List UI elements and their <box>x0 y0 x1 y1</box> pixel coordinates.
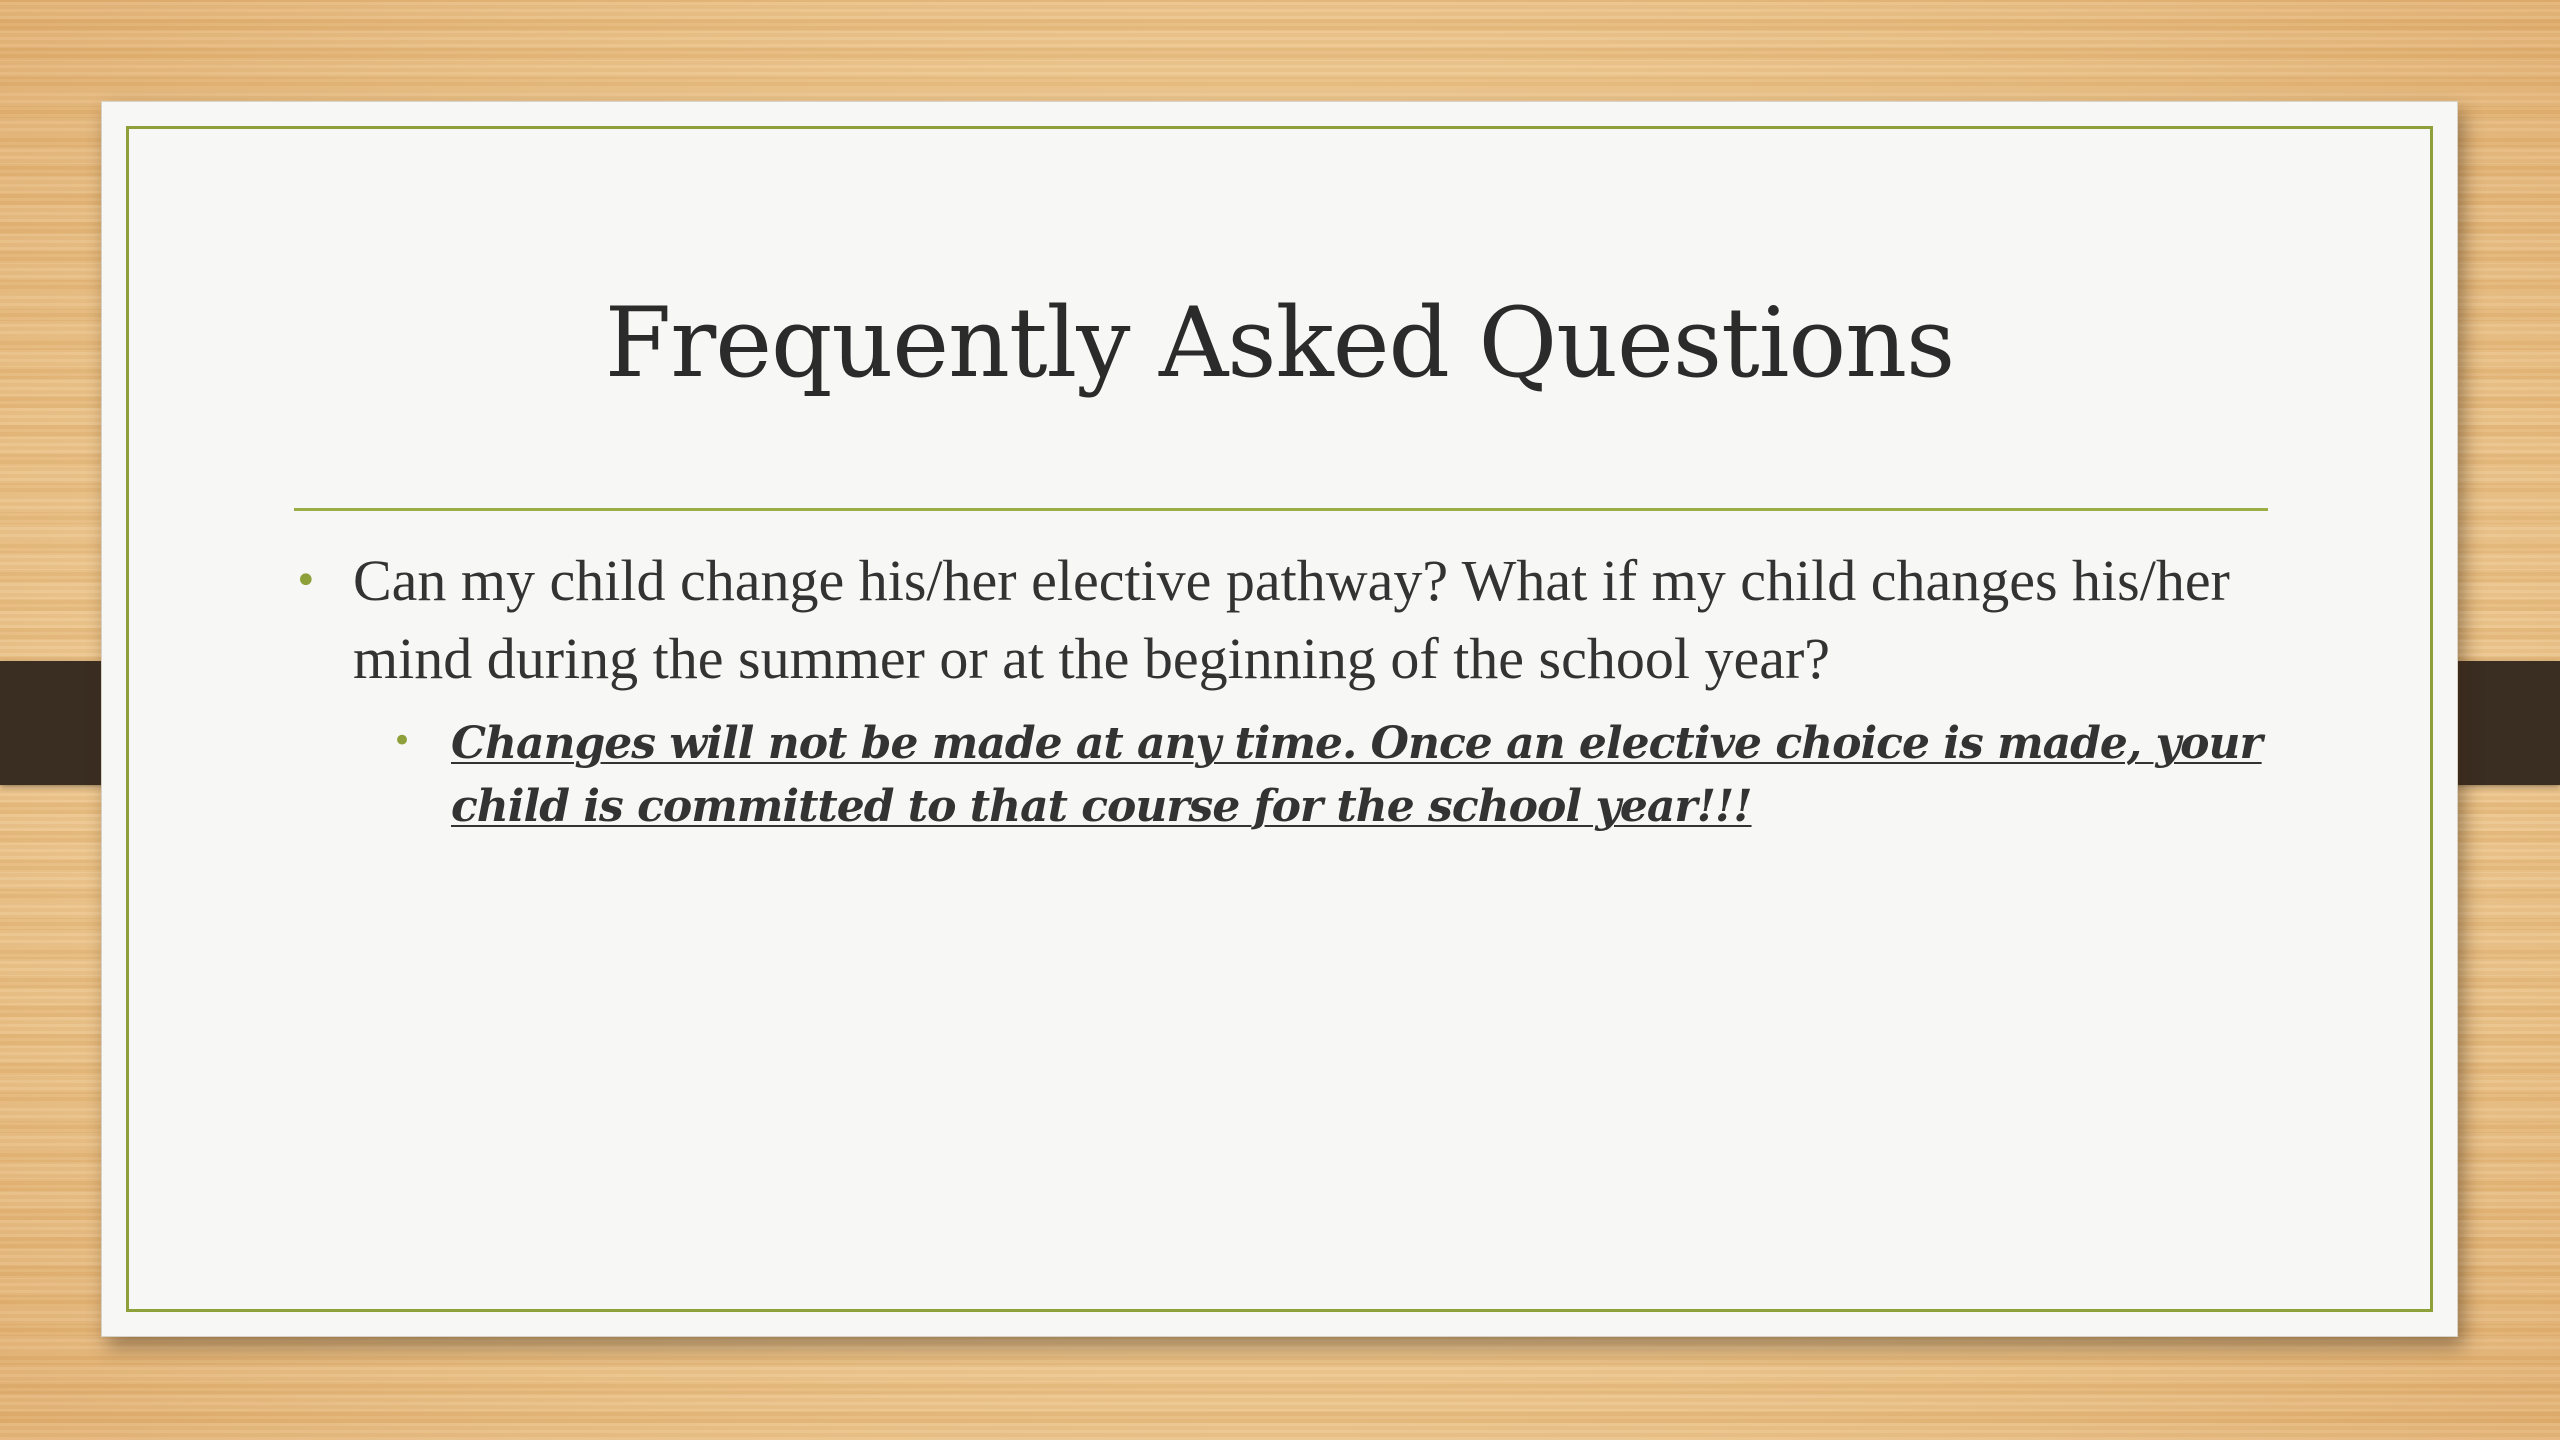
sub-bullet-item <box>392 712 2294 838</box>
title-divider <box>294 508 2268 511</box>
slide-card <box>101 101 2458 1337</box>
sub-bullet-icon: • <box>392 721 412 761</box>
bullet-text: Can my child change his/her elective pathway? What if my child changes his/her mind during the summer or at the beginning of the school year? <box>353 548 2230 691</box>
slide-title: Frequently Asked Questions <box>604 287 1955 399</box>
slide-content <box>294 542 2294 838</box>
sub-bullet-text: Changes will not be made at any time. Once an elective choice is made, your child is committed to that course for the school year!!! <box>451 718 2262 832</box>
bullet-item <box>294 542 2294 698</box>
bullet-icon: • <box>294 558 318 604</box>
